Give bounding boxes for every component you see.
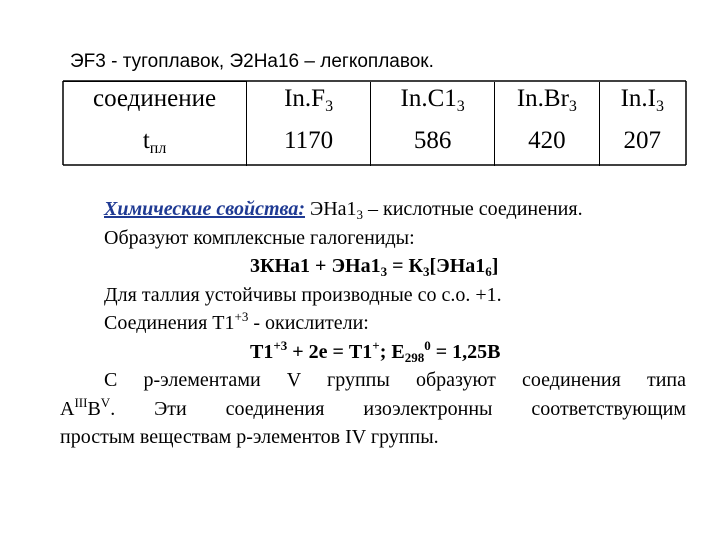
thallium-line: Для таллия устойчивы производные со с.о. +1. [104, 283, 502, 306]
row-label-melting-point: $t_{пл}$ [142, 127, 167, 157]
melting-point-table [63, 81, 685, 166]
melting-point-value: 1170 [247, 128, 371, 166]
compound-cell: $In.F_3$ [247, 82, 371, 129]
paragraph-line: С р-элементами V группы образуют соединения типа [104, 369, 686, 391]
equation-redox: $Т1^{+3} + 2е = Т1^+$; $Е_{298}^0 = 1,25В$ [250, 337, 501, 365]
paragraph-line: $А^{III}В^V$. Эти соединения изоэлектронны соответствующим [60, 394, 686, 420]
compound-cell: $In.I_3$ [599, 82, 685, 129]
chem-properties-heading: Химические свойства: [104, 198, 305, 220]
compound-cell: $In.C1_3$ [371, 82, 495, 129]
chem-properties-line: Химические свойства: $ЭНа1_3$ – кислотные соединения. [104, 198, 583, 222]
row-label-compound: соединение [63, 82, 247, 129]
intro-line: ЭF3 - тугоплавок, Э2На16 – легкоплавок. [70, 51, 434, 72]
table-row [63, 128, 685, 166]
melting-point-value: 586 [371, 128, 495, 166]
equation-complex-halide: $3КНа1 + ЭНа1_3 = К_3[ЭНа1_6]$ [250, 255, 499, 279]
melting-point-value: 207 [599, 128, 685, 166]
paragraph-line: простым веществам р-элементов IV группы. [60, 426, 439, 448]
compound-cell: $In.Br_3$ [495, 82, 599, 129]
table-row [63, 82, 685, 129]
body-text [60, 195, 686, 452]
oxidizers-line: Соединения $Т1^{+3}$ - окислители: [104, 309, 369, 334]
complex-halides-line: Образуют комплексные галогениды: [104, 226, 415, 249]
melting-point-value: 420 [495, 128, 599, 166]
